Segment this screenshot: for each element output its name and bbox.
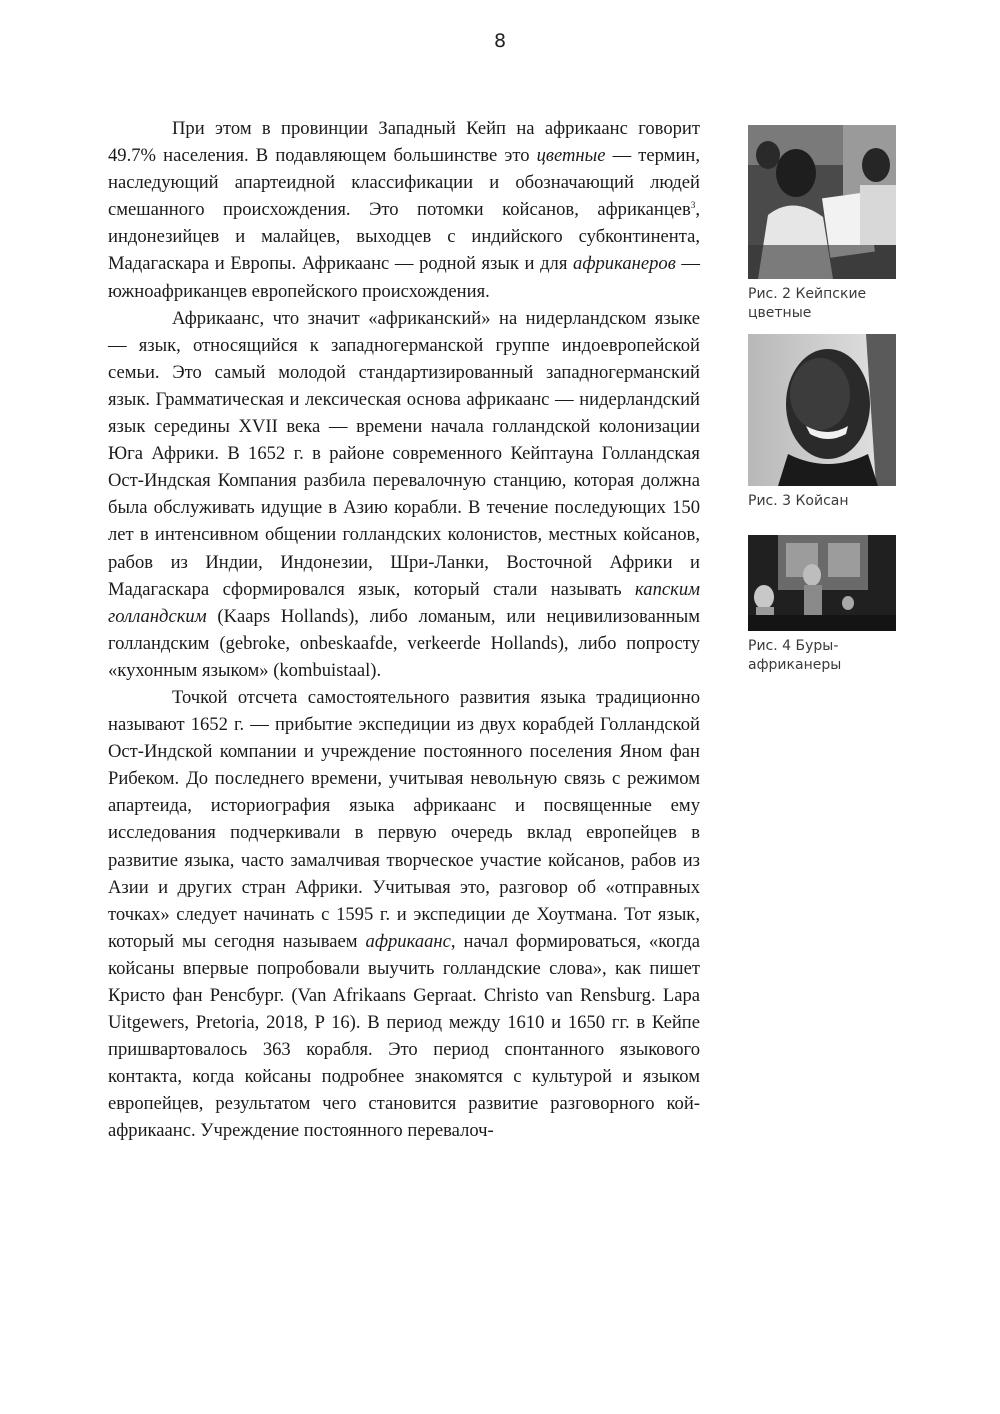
term-coloured: цветные: [536, 145, 606, 167]
term-afrikaners: африканеров: [573, 253, 676, 275]
text-run: При этом в провинции Западный Кейп на африкаанс говорит 49.7% населения. В подавляющем большинстве это: [108, 118, 700, 167]
text-run: — южноафриканцев европейского происхождения.: [108, 253, 700, 302]
photo-khoisan: [748, 334, 896, 486]
body-text: [108, 115, 700, 1145]
term-afrikaans: африкаанс: [365, 930, 451, 952]
caption-fig4: Рис. 4 Буры-африканеры: [748, 638, 842, 673]
term-cape-dutch: капским голландским: [108, 578, 700, 627]
page-number: 8: [493, 30, 507, 52]
text-run: Африкаанс, что значит «африканский» на нидерландском языке — язык, относящийся к западногерманской группе индоевропейской семьи. Это самый молодой стандартизированный западногерманский язык. Грамматическая и лексическая основа африкаанс — нидерландский язык середины XVII века — времени начала голландской колонизации Юга Африки. В 1652 г. в районе современного Кейптауна Голландская Ост-Индская Компания разбила перевалочную станцию, которая должна была обслуживать идущие в Азию корабли. В течение последующих 150 лет в интенсивном общении голландских колонистов, местных койсанов, рабов из Индии, Индонезии, Шри-Ланки, Восточной Африки и Мадагаскара сформировался язык, который стали называть: [108, 307, 700, 600]
paragraph-2: [108, 305, 700, 684]
figure-cape-coloureds: [748, 125, 896, 323]
text-run: , индонезийцев и малайцев, выходцев с индийского субконтинента, Мадагаскара и Европы. Африкаанс — родной язык и для: [108, 199, 700, 275]
footnote-marker[interactable]: 3: [690, 200, 696, 211]
text-run: Точкой отсчета самостоятельного развития языка традиционно называют 1652 г. — прибытие экспедиции из двух корабдей Голландской Ост-Индской компании и учреждение постоянного поселения Яном фан Рибеком. До последнего времени, учитывая невольную связь с режимом апартеида, историография языка африкаанс и посвященные ему исследования подчеркивали в первую очередь вклад европейцев в развитие языка, часто замалчивая творческое участие койсанов, рабов из Азии и других стран Африки. Учитывая это, разговор об «отправных точках» следует начинать с 1595 г. и экспедиции де Хоутмана. Тот язык, который мы сегодня называем: [108, 686, 700, 952]
photo-cape-coloureds: [748, 125, 896, 279]
caption-fig2: Рис. 2 Кейпские цветные: [748, 286, 867, 321]
text-run: — термин, наследующий апартеидной классификации и обозначающий людей смешанного происхождения. Это потомки койсанов, африканцев: [108, 145, 700, 221]
figure-boer-afrikaners: [748, 535, 896, 675]
figure-khoisan: [748, 334, 896, 511]
paragraph-1: [108, 115, 700, 305]
text-run: (Kaaps Hollands), либо ломаным, или нецивилизованным голландским (gebroke, onbeskaafde, verkeerde Hollands), либо попросту «кухонным языком» (kombuistaal).: [108, 605, 700, 681]
text-run: , начал формироваться, «когда койсаны впервые попробовали выучить голландские слова», как пишет Кристо фан Ренсбург. (Van Afrikaans Gepraat. Christo van Rensburg. Lapa Uitgewers, Pretoria, 2018, P 16). В период между 1610 и 1650 гг. в Кейпе пришвартовалось 363 корабля. Это период спонтанного языкового контакта, когда койсаны подробнее знакомятся с культурой и языком европейцев, результатом чего становится развитие разговорного кой-африкаанс. Учреждение постоянного перевалоч-: [108, 930, 700, 1142]
photo-boer-afrikaners: [748, 535, 896, 631]
caption-fig3: Рис. 3 Койсан: [748, 493, 849, 509]
paragraph-3: [108, 684, 700, 1145]
